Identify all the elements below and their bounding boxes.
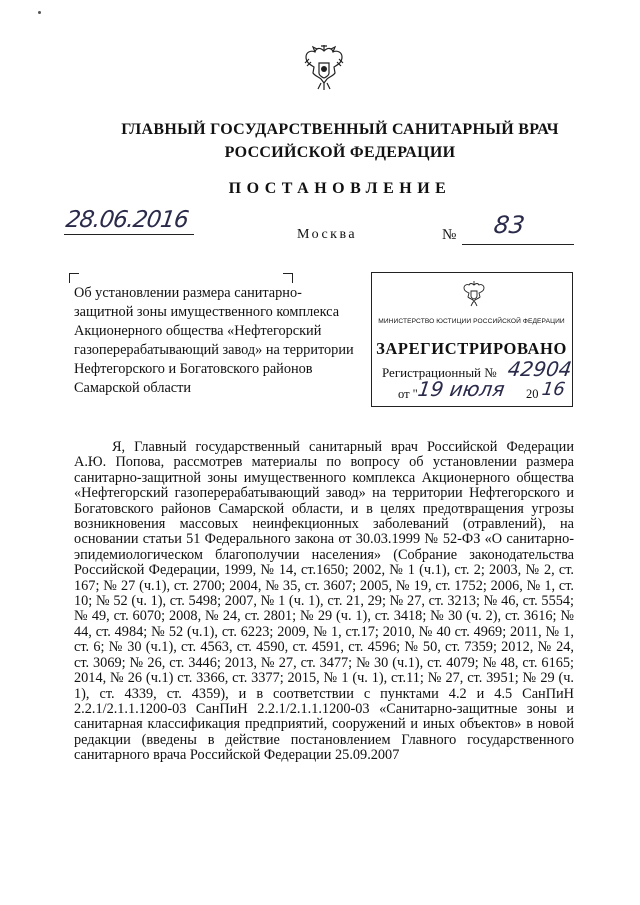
document-date: 28.06.2016 xyxy=(64,207,190,233)
stamp-date: 19 июля xyxy=(416,377,507,401)
issuer-title-line1: ГЛАВНЫЙ ГОСУДАРСТВЕННЫЙ САНИТАРНЫЙ ВРАЧ xyxy=(121,121,559,138)
document-type: ПОСТАНОВЛЕНИЕ xyxy=(228,180,452,197)
stamp-from-label: от " xyxy=(398,387,418,401)
document-number: 83 xyxy=(492,211,527,239)
document-subject: Об установлении размера санитарно-защитной зоны имущественного комплекса Акционерного общества «Нефтегорский газоперерабатывающий завод» на территории Нефтегорского и Богатовского районов Самарской области xyxy=(74,285,354,396)
subject-bracket-right xyxy=(283,273,293,283)
issuer-title-line2: РОССИЙСКОЙ ФЕДЕРАЦИИ xyxy=(224,144,456,161)
number-underline xyxy=(462,244,574,245)
scan-speck xyxy=(38,11,41,14)
date-underline xyxy=(64,234,194,235)
registration-stamp xyxy=(371,272,573,407)
stamp-emblem-icon xyxy=(462,280,486,308)
stamp-year-prefix: 20 xyxy=(526,387,539,401)
stamp-reg-number: 42904 xyxy=(506,357,574,381)
state-emblem-icon xyxy=(301,43,347,93)
subject-bracket-left xyxy=(69,273,79,283)
stamp-registered-label: ЗАРЕГИСТРИРОВАНО xyxy=(376,339,567,358)
city-label: Москва xyxy=(297,227,358,242)
number-label: № xyxy=(442,227,457,243)
preamble-paragraph: Я, Главный государственный санитарный врач Российской Федерации А.Ю. Попова, рассмотрев материалы по вопросу об установлении размера санитарно-защитной зоны имущественного комплекса Акционерного общества «Нефтегорский газоперерабатывающий завод» на территории Нефтегорского и Богатовского районов Самарской области, и в целях предотвращения угрозы возникновения массовых неинфекционных заболеваний (отравлений), на основании статьи 51 Федерального закона от 30.03.1999 № 52-ФЗ «О санитарно-эпидемиологическом благополучии населения» (Собрание законодательства Российской Федерации, 1999, № 14, ст.1650; 2002, № 1 (ч.1), ст. 2; 2003, № 2, ст. 167; № 27 (ч.1), ст. 2700; 2004, № 35, ст. 3607; 2005, № 19, ст. 1752; 2006, № 1, ст. 10; № 52 (ч. 1), ст. 5498; 2007, № 1 (ч. 1), ст. 21, 29; № 27, ст. 3213; № 46, ст. 5554; № 49, ст. 6070; 2008, № 24, ст. 2801; № 29 (ч. 1), ст. 3418; № 30 (ч. 2), ст. 3616; № 44, ст. 4984; № 52 (ч.1), ст. 6223; 2009, № 1, ст.17; 2010, № 40 ст. 4969; 2011, № 1, ст. 6; № 30 (ч.1), ст. 4563, ст. 4590, ст. 4591, ст. 4596; № 50, ст. 7359; 2012, № 24, ст. 3069; № 26, ст. 3446; 2013, № 27, ст. 3477; № 30 (ч.1), ст. 4079; № 48, ст. 6165; 2014, № 26 (ч.1) ст. 3366, ст. 3377; 2015, № 1 (ч. 1), ст.11; № 27, ст. 3951; № 29 (ч. 1), ст. 4339, ст. 4359), и в соответствии с пунктами 4.2 и 4.5 СанПиН 2.2.1/2.1.1.1200-03 СанПиН 2.2.1/2.1.1.1200-03 «Санитарно-защитные зоны и санитарная классификация предприятий, сооружений и иных объектов» в новой редакции (введены в действие постановлением Главного государственного санитарного врача Российской Федерации 25.09.2007 xyxy=(74,439,574,764)
stamp-ministry-name: МИНИСТЕРСТВО ЮСТИЦИИ РОССИЙСКОЙ ФЕДЕРАЦИИ xyxy=(378,318,565,325)
stamp-year: 16 xyxy=(540,379,567,400)
stamp-reg-number-label: Регистрационный № xyxy=(382,365,497,380)
